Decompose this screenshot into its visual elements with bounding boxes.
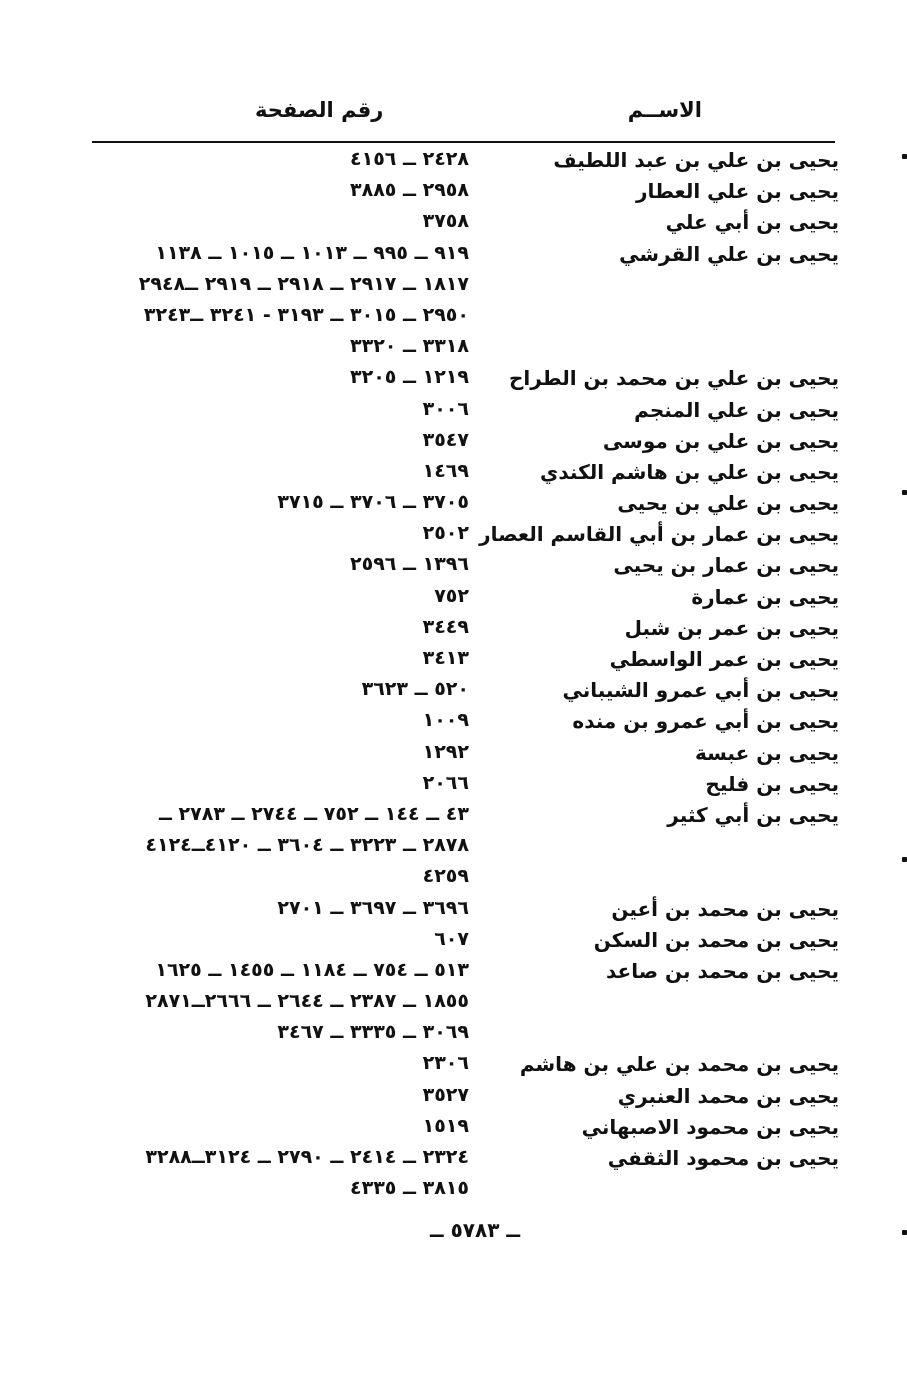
- index-row: [0, 1019, 907, 1050]
- index-row: [0, 770, 907, 801]
- entry-name: يحيى بن عمر الواسطي: [609, 647, 839, 671]
- index-row: [0, 707, 907, 738]
- index-row: [0, 427, 907, 458]
- index-row: [0, 146, 907, 177]
- entry-name: يحيى بن أبي عمرو الشيباني: [562, 678, 839, 703]
- index-row: [0, 583, 907, 614]
- index-row: [0, 364, 907, 395]
- index-row: [0, 489, 907, 520]
- entry-page-numbers: ٣٧٠٥ ــ ٣٧٠٦ ــ ٣٧١٥: [277, 491, 469, 514]
- index-row: [0, 302, 907, 333]
- entry-name: يحيى بن علي بن هاشم الكندي: [540, 459, 839, 484]
- entry-name: يحيى بن محمد بن السكن: [593, 927, 839, 952]
- entry-name: يحيى بن أبي كثير: [667, 802, 839, 827]
- entry-page-numbers: ٣٨١٥ ــ ٤٣٣٥: [350, 1177, 469, 1200]
- entry-name: يحيى بن علي بن موسى: [602, 428, 839, 453]
- entry-page-numbers: ٢٠٦٦: [422, 771, 469, 794]
- entry-page-numbers: ١٢٩٢: [422, 740, 469, 763]
- entry-page-numbers: ٣٥٤٧: [422, 428, 469, 451]
- entry-name: يحيى بن عمر بن شبل: [624, 615, 839, 640]
- index-row: [0, 177, 907, 208]
- entry-page-numbers: ٣٤٤٩: [422, 615, 469, 638]
- entry-name: يحيى بن فليح: [705, 771, 839, 796]
- entry-page-numbers: ٤٣ ــ ١٤٤ ــ ٧٥٢ ــ ٢٧٤٤ ــ ٢٧٨٣ ــ: [158, 802, 469, 825]
- name-column-header: الاســم: [627, 98, 702, 122]
- table-header: [0, 98, 907, 138]
- entry-page-numbers: ٣٧٥٨: [422, 210, 469, 233]
- entry-page-numbers: ١٣٩٦ ــ ٢٥٩٦: [350, 553, 469, 576]
- index-row: [0, 240, 907, 271]
- edge-mark: [902, 154, 907, 159]
- index-row: [0, 1113, 907, 1144]
- entry-page-numbers: ١٨١٧ ــ ٢٩١٧ ــ ٢٩١٨ ــ ٢٩١٩ ــ٢٩٤٨: [138, 272, 469, 295]
- entry-page-numbers: ٧٥٢: [434, 584, 469, 607]
- index-row: [0, 739, 907, 770]
- entry-name: يحيى بن عمار بن يحيى: [613, 553, 839, 578]
- index-row: [0, 458, 907, 489]
- index-row: [0, 1050, 907, 1081]
- entry-page-numbers: ٣٣١٨ ــ ٣٣٢٠: [350, 335, 469, 358]
- entry-name: يحيى بن عمارة: [691, 584, 839, 609]
- entry-name: يحيى بن محمد بن أعين: [611, 896, 839, 921]
- index-row: [0, 396, 907, 427]
- index-row: [0, 988, 907, 1019]
- index-row: [0, 271, 907, 302]
- entry-page-numbers: ٢٤٢٨ ــ ٤١٥٦: [350, 148, 469, 170]
- index-row: [0, 1175, 907, 1206]
- entry-page-numbers: ٢٥٠٢: [422, 522, 469, 545]
- entry-name: يحيى بن أبي علي: [665, 210, 839, 235]
- entry-name: يحيى بن علي العطار: [636, 179, 839, 204]
- index-row: [0, 926, 907, 957]
- entry-page-numbers: ٦٠٧: [434, 927, 469, 950]
- entry-name: يحيى بن محمد بن صاعد: [606, 958, 839, 983]
- entry-page-numbers: ٥١٣ ــ ٧٥٤ ــ ١١٨٤ ــ ١٤٥٥ ــ ١٦٢٥: [155, 958, 469, 981]
- entry-page-numbers: ١٤٦٩: [422, 459, 469, 482]
- entry-name: يحيى بن عبسة: [694, 740, 839, 765]
- index-row: [0, 832, 907, 863]
- index-entries: [0, 146, 907, 1206]
- entry-page-numbers: ٢٩٥٠ ــ ٣٠١٥ ــ ٣١٩٣ - ٣٢٤١ ــ٣٢٤٣: [143, 303, 469, 326]
- entry-page-numbers: ٥٢٠ ــ ٣٦٢٣: [361, 678, 469, 701]
- entry-name: يحيى بن علي المنجم: [634, 397, 839, 422]
- entry-page-numbers: ٣٥٢٧: [422, 1083, 469, 1106]
- index-row: [0, 333, 907, 364]
- entry-name: يحيى بن علي بن عبد اللطيف: [553, 148, 839, 172]
- entry-page-numbers: ٢٣٢٤ ــ ٢٤١٤ ــ ٢٧٩٠ ــ ٣١٢٤ــ٣٢٨٨: [145, 1146, 469, 1168]
- index-row: [0, 614, 907, 645]
- index-row: [0, 551, 907, 582]
- index-row: [0, 1144, 907, 1175]
- entry-name: يحيى بن محمد بن علي بن هاشم: [519, 1052, 839, 1077]
- page-folio: ــ ٥٧٨٣ ــ: [429, 1218, 521, 1242]
- edge-mark: [902, 490, 907, 495]
- entry-name: يحيى بن محمد العنبري: [617, 1083, 839, 1108]
- entry-page-numbers: ٢٣٠٦: [422, 1052, 469, 1075]
- header-rule: [92, 141, 835, 143]
- entry-page-numbers: ١٢١٩ ــ ٣٢٠٥: [350, 366, 469, 389]
- entry-name: يحيى بن محمود الاصبهاني: [581, 1114, 839, 1139]
- index-row: [0, 957, 907, 988]
- entry-page-numbers: ١٥١٩: [422, 1114, 469, 1137]
- index-row: [0, 863, 907, 894]
- index-row: [0, 208, 907, 239]
- entry-name: يحيى بن علي القرشي: [619, 241, 839, 266]
- edge-mark: [902, 857, 907, 862]
- entry-name: يحيى بن علي بن يحيى: [617, 491, 839, 516]
- entry-page-numbers: ٣٦٩٦ ــ ٣٦٩٧ ــ ٢٧٠١: [277, 896, 469, 919]
- index-row: [0, 801, 907, 832]
- index-row: [0, 676, 907, 707]
- entry-name: يحيى بن عمار بن أبي القاسم العصار: [479, 522, 839, 547]
- index-row: [0, 645, 907, 676]
- index-row: [0, 1082, 907, 1113]
- entry-page-numbers: ٣٠٠٦: [422, 397, 469, 420]
- entry-page-numbers: ١٨٥٥ ــ ٢٣٨٧ ــ ٢٦٤٤ ــ ٢٦٦٦ــ٢٨٧١: [145, 990, 469, 1013]
- entry-name: يحيى بن علي بن محمد بن الطراح: [509, 366, 839, 391]
- entry-page-numbers: ٢٨٧٨ ــ ٣٢٢٣ ــ ٣٦٠٤ ــ ٤١٢٠ــ٤١٢٤: [145, 834, 469, 857]
- entry-name: يحيى بن أبي عمرو بن منده: [572, 709, 839, 734]
- index-row: [0, 520, 907, 551]
- index-row: [0, 895, 907, 926]
- entry-page-numbers: ٤٢٥٩: [422, 865, 469, 888]
- page-number-column-header: رقم الصفحة: [255, 98, 384, 122]
- entry-page-numbers: ٢٩٥٨ ــ ٣٨٨٥: [350, 179, 469, 202]
- entry-name: يحيى بن محمود الثقفي: [607, 1146, 839, 1170]
- edge-mark: [902, 1230, 907, 1235]
- entry-page-numbers: ١٠٠٩: [422, 709, 469, 732]
- entry-page-numbers: ٣٤١٣: [422, 647, 469, 669]
- entry-page-numbers: ٩١٩ ــ ٩٩٥ ــ ١٠١٣ ــ ١٠١٥ ــ ١١٣٨: [155, 241, 469, 264]
- entry-page-numbers: ٣٠٦٩ ــ ٣٣٣٥ ــ ٣٤٦٧: [277, 1021, 469, 1044]
